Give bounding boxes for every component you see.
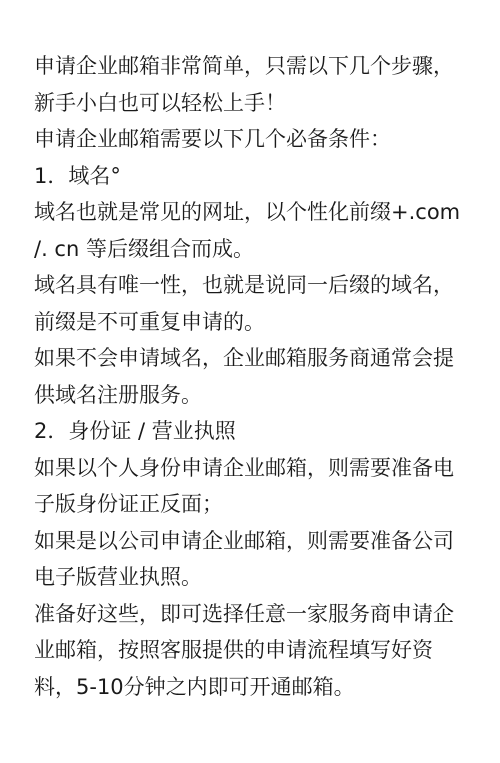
heading-id-license: 2．身份证 / 营业执照 [34,419,236,443]
paragraph-personal-id: 如果以个人身份申请企业邮箱，则需要准备电子版身份证正反面； [34,455,454,516]
paragraph-domain-uniqueness: 域名具有唯一性，也就是说同一后缀的域名，前缀是不可重复申请的。 [34,273,454,334]
paragraph-company-license: 如果是以公司申请企业邮箱，则需要准备公司电子版营业执照。 [34,528,454,589]
paragraph-domain-registration: 如果不会申请域名，企业邮箱服务商通常会提供域名注册服务。 [34,346,454,407]
paragraph-requirements: 申请企业邮箱需要以下几个必备条件： [34,127,391,151]
paragraph-intro: 申请企业邮箱非常简单，只需以下几个步骤，新手小白也可以轻松上手！ [34,54,454,115]
paragraph-domain-definition: 域名也就是常见的网址，以个性化前缀+.com /. cn 等后缀组合而成。 [34,200,461,261]
article-body [34,48,464,705]
heading-domain: 1．域名° [34,163,121,188]
paragraph-apply-steps: 准备好这些，即可选择任意一家服务商申请企业邮箱，按照客服提供的申请流程填写好资料，5-10分钟之内即可开通邮箱。 [34,601,454,699]
